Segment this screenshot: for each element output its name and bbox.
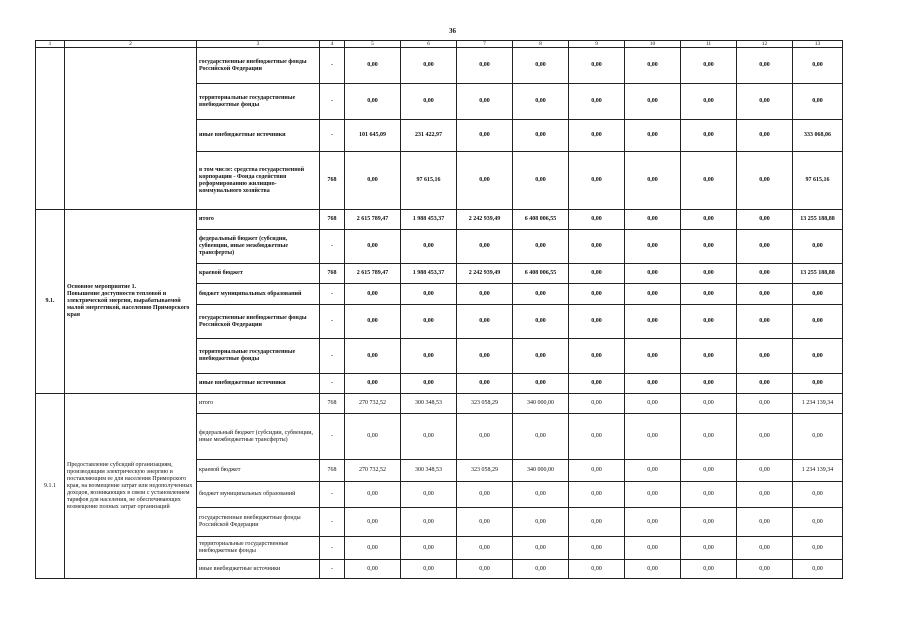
value-cell: 333 068,06 [793, 120, 843, 152]
value-cell: 0,00 [737, 284, 793, 305]
value-cell: 2 242 939,49 [457, 210, 513, 230]
value-cell: 0,00 [737, 460, 793, 482]
page-number: 36 [449, 27, 456, 35]
value-cell: 0,00 [457, 482, 513, 508]
source-cell: территориальные государственные внебюджетные фонды [197, 84, 320, 120]
value-cell: 0,00 [569, 120, 625, 152]
value-cell: 0,00 [793, 284, 843, 305]
source-cell: краевой бюджет [197, 264, 320, 284]
code-768-cell: - [320, 84, 345, 120]
value-cell: 0,00 [625, 48, 681, 84]
source-cell: иные внебюджетные источники [197, 560, 320, 579]
value-cell: 0,00 [401, 414, 457, 460]
value-cell: 0,00 [345, 537, 401, 560]
value-cell: 0,00 [793, 508, 843, 537]
value-cell: 0,00 [569, 482, 625, 508]
description-cell-9-1-1: Предоставление субсидий организациям, производящим электрическую энергию и поставляющим ее для населения Приморского края, на возмещение затрат или недополученных доходов, возникающих в связи с установлением тарифов для населения, не обеспечивающих возмещение полных затрат организаций [65, 394, 197, 579]
value-cell: 0,00 [569, 210, 625, 230]
table-row [36, 210, 843, 230]
measure-text: Повышение доступности тепловой и электрической энергии, вырабатываемой малой энергетикой, населению Приморского края [67, 291, 190, 318]
value-cell: 0,00 [457, 374, 513, 394]
value-cell: 0,00 [569, 305, 625, 339]
value-cell: 0,00 [737, 210, 793, 230]
code-768-cell: - [320, 120, 345, 152]
value-cell: 0,00 [625, 460, 681, 482]
value-cell: 300 348,53 [401, 394, 457, 414]
value-cell: 0,00 [401, 84, 457, 120]
value-cell: 0,00 [457, 537, 513, 560]
code-768-cell: - [320, 537, 345, 560]
value-cell: 0,00 [513, 374, 569, 394]
value-cell: 0,00 [345, 339, 401, 374]
value-cell: 0,00 [793, 84, 843, 120]
value-cell: 0,00 [569, 460, 625, 482]
value-cell: 231 422,97 [401, 120, 457, 152]
value-cell: 0,00 [401, 305, 457, 339]
value-cell: 0,00 [737, 560, 793, 579]
value-cell: 0,00 [513, 284, 569, 305]
value-cell: 0,00 [457, 284, 513, 305]
value-cell: 0,00 [625, 305, 681, 339]
value-cell: 13 255 188,88 [793, 210, 843, 230]
code-768-cell: 768 [320, 460, 345, 482]
value-cell: 0,00 [737, 414, 793, 460]
value-cell: 0,00 [513, 339, 569, 374]
value-cell: 323 058,29 [457, 394, 513, 414]
value-cell: 0,00 [569, 230, 625, 264]
value-cell: 0,00 [625, 482, 681, 508]
value-cell: 1 988 453,37 [401, 264, 457, 284]
code-768-cell: - [320, 508, 345, 537]
value-cell: 0,00 [681, 339, 737, 374]
value-cell: 0,00 [401, 48, 457, 84]
value-cell: 0,00 [793, 414, 843, 460]
value-cell: 0,00 [681, 414, 737, 460]
value-cell: 340 000,00 [513, 460, 569, 482]
value-cell: 1 234 139,34 [793, 460, 843, 482]
col-header: 12 [737, 41, 793, 48]
value-cell: 0,00 [457, 48, 513, 84]
value-cell: 0,00 [513, 482, 569, 508]
col-header: 2 [65, 41, 197, 48]
value-cell: 0,00 [681, 120, 737, 152]
value-cell: 0,00 [681, 230, 737, 264]
column-header-row [36, 41, 843, 48]
value-cell: 0,00 [737, 394, 793, 414]
value-cell: 97 615,16 [793, 152, 843, 210]
value-cell: 0,00 [569, 48, 625, 84]
col-header: 1 [36, 41, 65, 48]
code-cell [36, 48, 65, 210]
value-cell: 0,00 [345, 230, 401, 264]
value-cell: 0,00 [625, 210, 681, 230]
code-768-cell: - [320, 414, 345, 460]
value-cell: 0,00 [625, 120, 681, 152]
value-cell: 0,00 [457, 339, 513, 374]
code-768-cell: 768 [320, 210, 345, 230]
value-cell: 0,00 [457, 414, 513, 460]
value-cell: 0,00 [625, 414, 681, 460]
value-cell: 0,00 [345, 374, 401, 394]
col-header: 4 [320, 41, 345, 48]
value-cell: 0,00 [345, 84, 401, 120]
value-cell: 2 242 939,49 [457, 264, 513, 284]
value-cell: 0,00 [625, 560, 681, 579]
value-cell: 0,00 [569, 508, 625, 537]
value-cell: 0,00 [681, 305, 737, 339]
source-cell: итого [197, 394, 320, 414]
value-cell: 0,00 [737, 305, 793, 339]
budget-table [35, 40, 843, 579]
source-cell: государственные внебюджетные фонды Российской Федерации [197, 508, 320, 537]
value-cell: 0,00 [625, 374, 681, 394]
code-768-cell: - [320, 560, 345, 579]
value-cell: 0,00 [737, 230, 793, 264]
value-cell: 0,00 [625, 230, 681, 264]
value-cell: 0,00 [345, 482, 401, 508]
value-cell: 0,00 [793, 560, 843, 579]
value-cell: 0,00 [401, 284, 457, 305]
value-cell: 0,00 [681, 537, 737, 560]
source-cell: федеральный бюджет (субсидии, субвенции, иные межбюджетные трансферты) [197, 230, 320, 264]
value-cell: 0,00 [345, 284, 401, 305]
value-cell: 0,00 [569, 339, 625, 374]
value-cell: 323 058,29 [457, 460, 513, 482]
value-cell: 0,00 [681, 284, 737, 305]
value-cell: 0,00 [457, 508, 513, 537]
value-cell: 0,00 [513, 120, 569, 152]
value-cell: 0,00 [625, 152, 681, 210]
source-cell: федеральный бюджет (субсидии, субвенции, иные межбюджетные трансферты) [197, 414, 320, 460]
value-cell: 0,00 [793, 482, 843, 508]
value-cell: 0,00 [737, 339, 793, 374]
code-cell-9-1: 9.1. [36, 210, 65, 394]
value-cell: 0,00 [569, 374, 625, 394]
col-header: 7 [457, 41, 513, 48]
value-cell: 0,00 [681, 152, 737, 210]
value-cell: 0,00 [625, 339, 681, 374]
source-cell: в том числе: средства государственной корпорации - Фонда содействия реформированию жилищно-коммунального хозяйства [197, 152, 320, 210]
source-cell: бюджет муниципальных образований [197, 284, 320, 305]
value-cell: 270 732,52 [345, 394, 401, 414]
value-cell: 0,00 [457, 305, 513, 339]
value-cell: 0,00 [345, 560, 401, 579]
value-cell: 0,00 [681, 264, 737, 284]
value-cell: 0,00 [513, 152, 569, 210]
value-cell: 0,00 [681, 48, 737, 84]
col-header: 3 [197, 41, 320, 48]
code-768-cell: 768 [320, 264, 345, 284]
value-cell: 0,00 [569, 394, 625, 414]
code-768-cell: - [320, 284, 345, 305]
value-cell: 0,00 [737, 374, 793, 394]
description-cell [65, 48, 197, 210]
value-cell: 0,00 [457, 84, 513, 120]
value-cell: 0,00 [345, 152, 401, 210]
value-cell: 0,00 [681, 394, 737, 414]
value-cell: 0,00 [513, 537, 569, 560]
code-768-cell: - [320, 339, 345, 374]
value-cell: 300 348,53 [401, 460, 457, 482]
value-cell: 340 000,00 [513, 394, 569, 414]
value-cell: 0,00 [345, 508, 401, 537]
value-cell: 270 732,52 [345, 460, 401, 482]
value-cell: 0,00 [793, 339, 843, 374]
value-cell: 0,00 [513, 305, 569, 339]
value-cell: 0,00 [681, 560, 737, 579]
value-cell: 0,00 [681, 482, 737, 508]
value-cell: 13 255 188,88 [793, 264, 843, 284]
code-cell-9-1-1: 9.1.1 [36, 394, 65, 579]
value-cell: 0,00 [401, 508, 457, 537]
value-cell: 101 645,09 [345, 120, 401, 152]
value-cell: 0,00 [625, 84, 681, 120]
value-cell: 0,00 [737, 84, 793, 120]
value-cell: 2 615 789,47 [345, 210, 401, 230]
value-cell: 0,00 [457, 152, 513, 210]
value-cell: 0,00 [569, 152, 625, 210]
value-cell: 0,00 [513, 230, 569, 264]
value-cell: 0,00 [625, 264, 681, 284]
value-cell: 0,00 [513, 84, 569, 120]
source-cell: государственные внебюджетные фонды Российской Федерации [197, 48, 320, 84]
value-cell: 0,00 [401, 339, 457, 374]
value-cell: 2 615 789,47 [345, 264, 401, 284]
code-768-cell: - [320, 230, 345, 264]
value-cell: 0,00 [625, 508, 681, 537]
col-header: 5 [345, 41, 401, 48]
value-cell: 0,00 [569, 414, 625, 460]
code-768-cell: - [320, 305, 345, 339]
value-cell: 6 408 006,55 [513, 264, 569, 284]
source-cell: иные внебюджетные источники [197, 374, 320, 394]
value-cell: 0,00 [737, 48, 793, 84]
value-cell: 97 615,16 [401, 152, 457, 210]
source-cell: итого [197, 210, 320, 230]
value-cell: 0,00 [513, 508, 569, 537]
value-cell: 1 234 139,34 [793, 394, 843, 414]
col-header: 8 [513, 41, 569, 48]
code-768-cell: 768 [320, 394, 345, 414]
value-cell: 0,00 [793, 374, 843, 394]
value-cell: 0,00 [569, 537, 625, 560]
value-cell: 1 988 453,37 [401, 210, 457, 230]
col-header: 9 [569, 41, 625, 48]
code-768-cell: 768 [320, 152, 345, 210]
value-cell: 0,00 [681, 374, 737, 394]
col-header: 11 [681, 41, 737, 48]
value-cell: 0,00 [457, 560, 513, 579]
value-cell: 0,00 [401, 560, 457, 579]
value-cell: 0,00 [569, 560, 625, 579]
value-cell: 0,00 [625, 284, 681, 305]
value-cell: 0,00 [681, 508, 737, 537]
value-cell: 0,00 [345, 414, 401, 460]
value-cell: 0,00 [457, 230, 513, 264]
col-header: 13 [793, 41, 843, 48]
value-cell: 0,00 [569, 284, 625, 305]
value-cell: 0,00 [793, 537, 843, 560]
value-cell: 0,00 [625, 394, 681, 414]
value-cell: 0,00 [681, 210, 737, 230]
value-cell: 0,00 [345, 48, 401, 84]
value-cell: 0,00 [401, 537, 457, 560]
source-cell: краевой бюджет [197, 460, 320, 482]
value-cell: 0,00 [737, 482, 793, 508]
description-cell-9-1 [65, 210, 197, 394]
value-cell: 0,00 [737, 264, 793, 284]
source-cell: государственные внебюджетные фонды Российской Федерации [197, 305, 320, 339]
source-cell: бюджет муниципальных образований [197, 482, 320, 508]
table-row [36, 394, 843, 414]
value-cell: 0,00 [625, 537, 681, 560]
source-cell: территориальные государственные внебюджетные фонды [197, 339, 320, 374]
value-cell: 0,00 [513, 48, 569, 84]
value-cell: 6 408 006,55 [513, 210, 569, 230]
code-768-cell: - [320, 482, 345, 508]
value-cell: 0,00 [569, 84, 625, 120]
value-cell: 0,00 [401, 374, 457, 394]
source-cell: иные внебюджетные источники [197, 120, 320, 152]
table-row [36, 48, 843, 84]
source-cell: территориальные государственные внебюджетные фонды [197, 537, 320, 560]
value-cell: 0,00 [737, 152, 793, 210]
value-cell: 0,00 [681, 460, 737, 482]
value-cell: 0,00 [513, 414, 569, 460]
value-cell: 0,00 [401, 482, 457, 508]
value-cell: 0,00 [793, 48, 843, 84]
value-cell: 0,00 [793, 230, 843, 264]
value-cell: 0,00 [569, 264, 625, 284]
code-768-cell: - [320, 48, 345, 84]
value-cell: 0,00 [457, 120, 513, 152]
col-header: 6 [401, 41, 457, 48]
measure-title: Основное мероприятие 1. [67, 284, 137, 290]
code-768-cell: - [320, 374, 345, 394]
value-cell: 0,00 [513, 560, 569, 579]
value-cell: 0,00 [737, 508, 793, 537]
value-cell: 0,00 [737, 120, 793, 152]
value-cell: 0,00 [401, 230, 457, 264]
value-cell: 0,00 [345, 305, 401, 339]
value-cell: 0,00 [793, 305, 843, 339]
col-header: 10 [625, 41, 681, 48]
value-cell: 0,00 [681, 84, 737, 120]
value-cell: 0,00 [737, 537, 793, 560]
